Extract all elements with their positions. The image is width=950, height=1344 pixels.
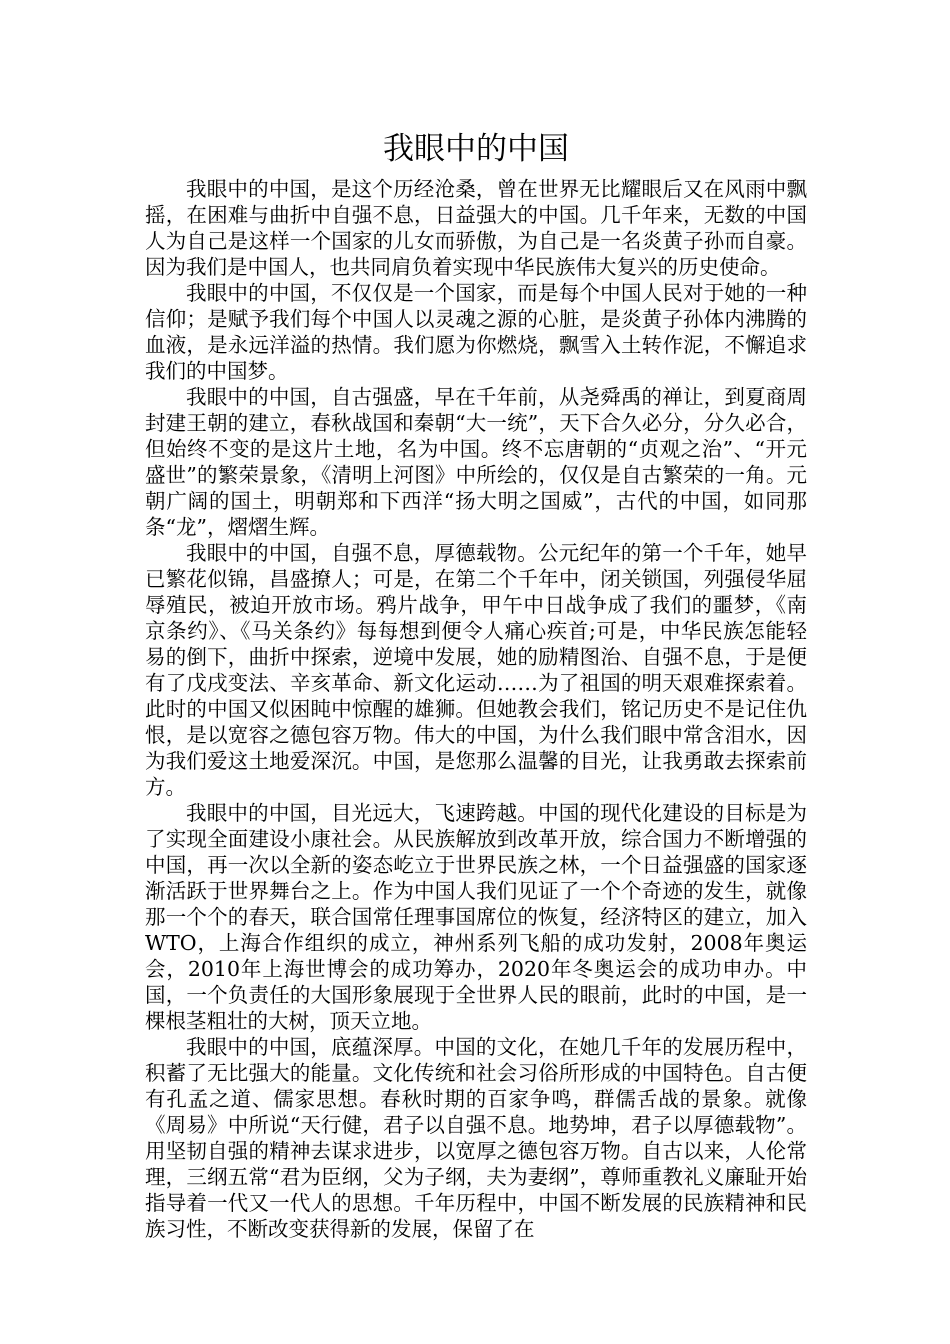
paragraph-3: 我眼中的中国，自古强盛，早在千年前，从尧舜禹的禅让，到夏商周封建王朝的建立，春秋战国和秦朝“大一统”，天下合久必分，分久必合，但始终不变的是这片土地，名为中国。终不忘唐朝的“贞观之治”、“开元盛世”的繁荣景象，《清明上河图》中所绘的，仅仅是自古繁荣的一角。元朝广阔的国土，明朝郑和下西洋“扬大明之国威”，古代的中国，如同那条“龙”，熠熠生辉。	[145, 385, 807, 539]
paragraph-5: 我眼中的中国，目光远大，飞速跨越。中国的现代化建设的目标是为了实现全面建设小康社会。从民族解放到改革开放，综合国力不断增强的中国，再一次以全新的姿态屹立于世界民族之林，一个日益强盛的国家逐渐活跃于世界舞台之上。作为中国人我们见证了一个个奇迹的发生，就像那一个个的春天，联合国常任理事国席位的恢复，经济特区的建立，加入WTO，上海合作组织的成立，神州系列飞船的成功发射，2008年奥运会，2010年上海世博会的成功筹办，2020年冬奥运会的成功申办。中国，一个负责任的大国形象展现于全世界人民的眼前，此时的中国，是一棵根茎粗壮的大树，顶天立地。	[145, 801, 807, 1033]
paragraph-1: 我眼中的中国，是这个历经沧桑，曾在世界无比耀眼后又在风雨中飘摇，在困难与曲折中自强不息，日益强大的中国。几千年来，无数的中国人为自己是这样一个国家的儿女而骄傲，为自己是一名炎黄子孙而自豪。因为我们是中国人，也共同肩负着实现中华民族伟大复兴的历史使命。	[145, 177, 807, 279]
page-title: 我眼中的中国	[383, 131, 569, 167]
paragraph-6: 我眼中的中国，底蕴深厚。中国的文化，在她几千年的发展历程中，积蓄了无比强大的能量。文化传统和社会习俗所形成的中国特色。自古便有孔孟之道、儒家思想。春秋时期的百家争鸣，群儒舌战的景象。就像《周易》中所说“天行健，君子以自强不息。地势坤，君子以厚德载物”。用坚韧自强的精神去谋求进步，以宽厚之德包容万物。自古以来，人伦常理，三纲五常“君为臣纲，父为子纲，夫为妻纲”，尊师重教礼义廉耻开始指导着一代又一代人的思想。千年历程中，中国不断发展的民族精神和民族习性，不断改变获得新的发展，保留了在	[145, 1035, 807, 1241]
document-page	[145, 126, 807, 1242]
paragraph-2: 我眼中的中国，不仅仅是一个国家，而是每个中国人民对于她的一种信仰；是赋予我们每个中国人以灵魂之源的心脏，是炎黄子孙体内沸腾的血液，是永远洋溢的热情。我们愿为你燃烧，飘雪入土转作泥，不懈追求我们的中国梦。	[145, 281, 807, 383]
paragraph-4: 我眼中的中国，自强不息，厚德载物。公元纪年的第一个千年，她早已繁花似锦，昌盛撩人；可是，在第二个千年中，闭关锁国，列强侵华屈辱殖民，被迫开放市场。鸦片战争，甲午中日战争成了我们的噩梦，《南京条约》、《马关条约》每每想到便令人痛心疾首;可是，中华民族怎能轻易的倒下，曲折中探索，逆境中发展，她的励精图治、自强不息，于是便有了戊戌变法、辛亥革命、新文化运动……为了祖国的明天艰难探索着。此时的中国又似困盹中惊醒的雄狮。但她教会我们，铭记历史不是记住仇恨，是以宽容之德包容万物。伟大的中国，为什么我们眼中常含泪水，因为我们爱这土地爱深沉。中国，是您那么温馨的目光，让我勇敢去探索前方。	[145, 541, 807, 799]
